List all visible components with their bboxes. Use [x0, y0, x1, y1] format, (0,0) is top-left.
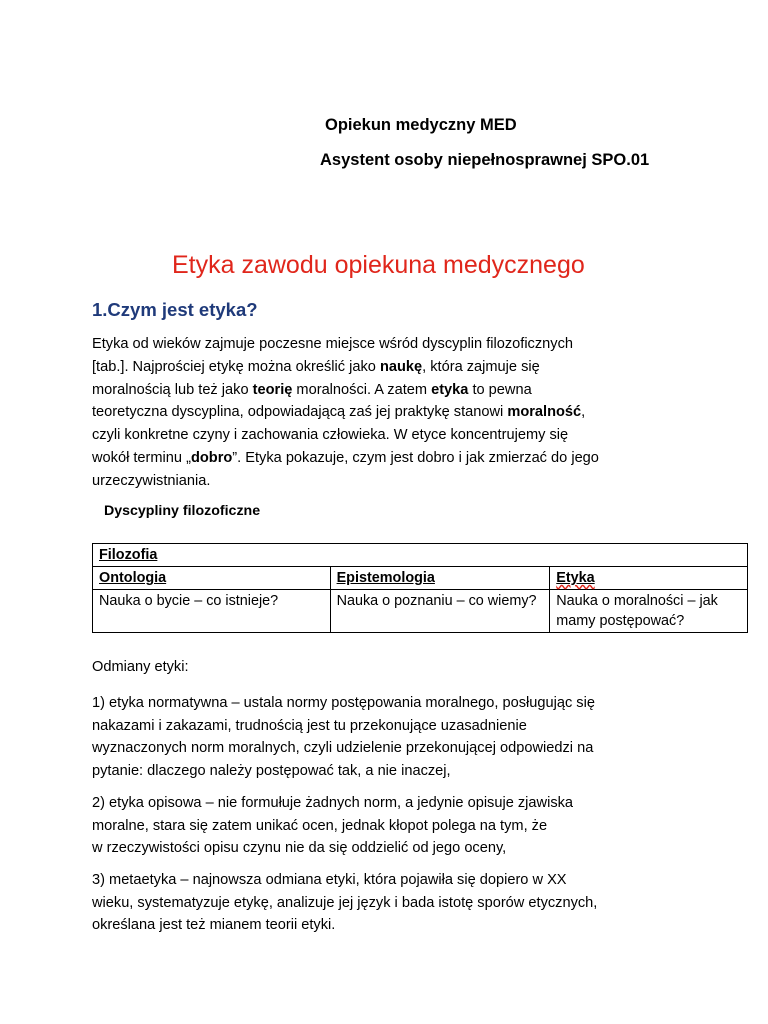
- intro-paragraph: [92, 333, 692, 493]
- list-item: [92, 869, 712, 937]
- table-header-cell: Filozofia: [93, 544, 748, 567]
- disciplines-table: [92, 543, 748, 633]
- table-cell: Nauka o moralności – jak mamy postępować?: [550, 590, 748, 633]
- table-header-row: [93, 544, 748, 567]
- text-run: [tab.]. Najprościej etykę można określić jako: [92, 358, 380, 375]
- list-item-line: 3) metaetyka – najnowsza odmiana etyki, która pojawiła się dopiero w XX: [92, 872, 567, 888]
- text-run: moralnością lub też jako: [92, 381, 253, 398]
- spellcheck-word: Etyka: [556, 570, 595, 586]
- paragraph-line: Etyka od wieków zajmuje poczesne miejsce wśród dyscyplin filozoficznych: [92, 336, 573, 352]
- column-ontologia: Ontologia: [93, 567, 331, 590]
- text-run: teoretyczna dyscyplina, odpowiadającą zaś jej praktykę stanowi: [92, 404, 508, 421]
- list-item-line: 2) etyka opisowa – nie formułuje żadnych norm, a jedynie opisuje zjawiska: [92, 795, 574, 811]
- list-item-line: moralne, stara się zatem unikać ocen, jednak kłopot polega na tym, że: [92, 817, 548, 834]
- text-run: wokół terminu „: [92, 449, 191, 466]
- list-item-line: pytanie: dlaczego należy postępować tak, a nie inaczej,: [92, 762, 451, 779]
- table-cell: Nauka o poznaniu – co wiemy?: [330, 590, 550, 633]
- text-run: to pewna: [468, 381, 532, 398]
- text-run: ”. Etyka pokazuje, czym jest dobro i jak zmierzać do jego: [232, 449, 599, 466]
- varieties-label: Odmiany etyki:: [92, 659, 189, 675]
- header-course-subtitle: Asystent osoby niepełnosprawnej SPO.01: [320, 151, 650, 169]
- list-item-line: w rzeczywistości opisu czynu nie da się oddzielić od jego oceny,: [92, 840, 507, 857]
- bold-term: naukę: [379, 358, 423, 375]
- table-columns-row: [93, 567, 748, 590]
- list-item-line: wyznaczonych norm moralnych, czyli udzielenie przekonującej odpowiedzi na: [92, 740, 594, 757]
- paragraph-line: [92, 379, 692, 402]
- text-run: ,: [581, 404, 586, 421]
- list-item-line: 1) etyka normatywna – ustala normy postępowania moralnego, posługując się: [92, 695, 595, 711]
- list-item-line: nakazami i zakazami, trudnością jest tu przekonujące uzasadnienie: [92, 717, 527, 734]
- list-item: [92, 792, 712, 860]
- table-caption: Dyscypliny filozoficzne: [104, 503, 261, 519]
- document-title: Etyka zawodu opiekuna medycznego: [172, 251, 585, 279]
- paragraph-line: [92, 447, 692, 470]
- bold-term: etyka: [431, 381, 469, 398]
- paragraph-line: [92, 401, 692, 424]
- paragraph-line: czyli konkretne czyny i zachowania człowieka. W etyce koncentrujemy się: [92, 427, 569, 444]
- table-cell: Nauka o bycie – co istnieje?: [93, 590, 331, 633]
- table-row: [93, 590, 748, 633]
- header-course-title: Opiekun medyczny MED: [325, 116, 517, 134]
- bold-term: dobro: [190, 449, 233, 466]
- list-item-line: określana jest też mianem teorii etyki.: [92, 917, 336, 934]
- paragraph-line: urzeczywistniania.: [92, 472, 211, 489]
- list-item-line: wieku, systematyzuje etykę, analizuje jej język i bada istotę sporów etycznych,: [92, 894, 598, 911]
- text-run: moralności. A zatem: [292, 381, 432, 398]
- bold-term: moralność: [507, 404, 582, 421]
- text-run: , która zajmuje się: [422, 358, 540, 375]
- section-heading: 1.Czym jest etyka?: [92, 299, 258, 320]
- list-item: [92, 692, 712, 782]
- column-epistemologia: Epistemologia: [330, 567, 550, 590]
- bold-term: teorię: [252, 381, 293, 398]
- paragraph-line: [92, 356, 692, 379]
- column-etyka: [550, 567, 748, 590]
